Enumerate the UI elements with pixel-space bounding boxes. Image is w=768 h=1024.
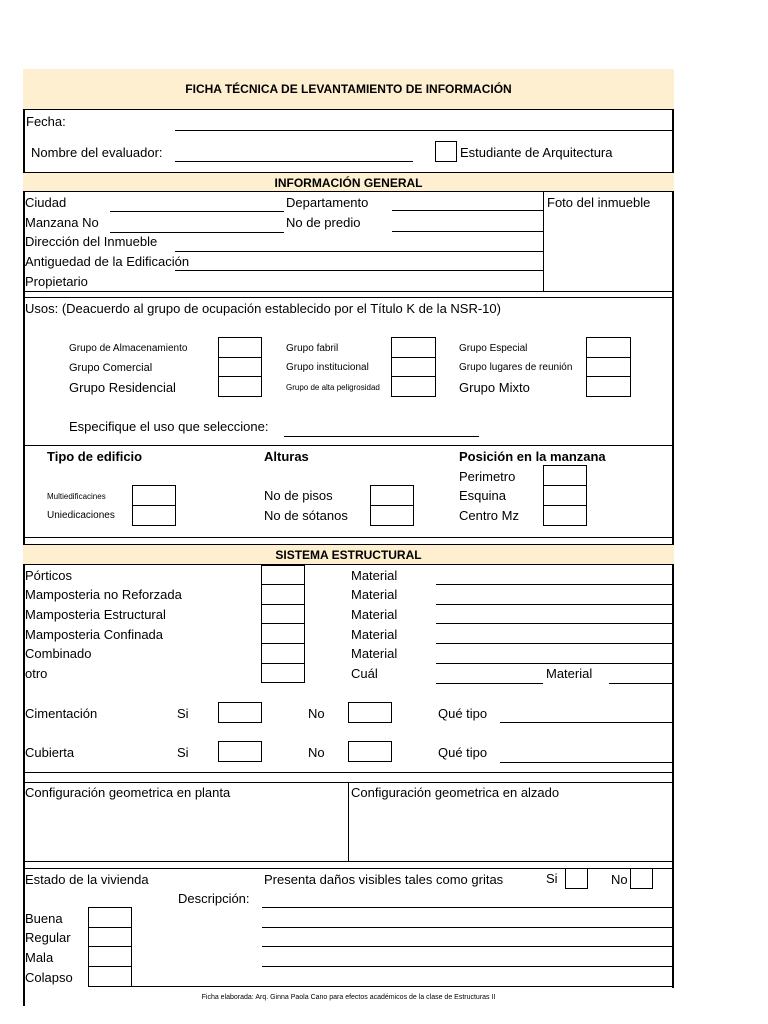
mamposteria-no-reforzada-checkbox[interactable] <box>261 584 305 605</box>
danos-no-label: No <box>611 872 628 887</box>
almacenamiento-checkbox[interactable] <box>218 337 262 358</box>
comercial-label: Grupo Comercial <box>69 362 153 374</box>
material-field-2[interactable] <box>436 604 673 605</box>
config-divider <box>348 782 349 861</box>
departamento-label: Departamento <box>286 195 369 210</box>
propietario-label: Propietario <box>25 274 88 289</box>
uni-checkbox[interactable] <box>132 505 176 526</box>
danos-si-checkbox[interactable] <box>565 868 588 889</box>
especial-checkbox[interactable] <box>586 337 631 358</box>
danos-label: Presenta daños visibles tales como gritas <box>264 872 504 887</box>
mamposteria-no-reforzada-label: Mamposteria no Reforzada <box>25 587 182 602</box>
manzana-field[interactable] <box>110 211 284 212</box>
footer-note: Ficha elaborada: Arq. Ginna Paola Cano para efectos académicos de la clase de Estructuras II <box>201 994 496 1001</box>
alzado-label: Configuración geometrica en alzado <box>351 785 560 800</box>
cimentacion-tipo-field[interactable] <box>500 722 673 723</box>
cual-label: Cuál <box>351 666 378 681</box>
otro-label: otro <box>25 666 48 681</box>
fabril-label: Grupo fabril <box>286 343 339 354</box>
estado-colapso-label: Colapso <box>25 970 73 985</box>
estado-title: Estado de la vivienda <box>25 872 149 887</box>
pisos-label: No de pisos <box>264 488 333 503</box>
posicion-title: Posición en la manzana <box>459 449 606 464</box>
estado-regular-label: Regular <box>25 930 71 945</box>
material-field-1[interactable] <box>436 584 673 585</box>
combinado-checkbox[interactable] <box>261 643 305 664</box>
institucional-checkbox[interactable] <box>391 357 436 377</box>
institucional-label: Grupo institucional <box>286 362 369 373</box>
antiguedad-field[interactable] <box>175 270 544 271</box>
cimentacion-no-label: No <box>308 706 325 721</box>
config-bottom <box>23 861 674 862</box>
fecha-field[interactable] <box>175 130 673 131</box>
porticos-checkbox[interactable] <box>261 565 305 585</box>
material-label-1: Material <box>351 568 398 583</box>
esquina-label: Esquina <box>459 488 506 503</box>
departamento-field[interactable] <box>392 210 544 211</box>
ciudad-label: Ciudad <box>25 195 67 210</box>
otro-checkbox[interactable] <box>261 663 305 683</box>
combinado-label: Combinado <box>25 646 92 661</box>
cubierta-si-checkbox[interactable] <box>218 741 262 762</box>
especial-label: Grupo Especial <box>459 343 528 354</box>
tipo-edificio-title: Tipo de edificio <box>47 449 143 464</box>
cimentacion-si-checkbox[interactable] <box>218 702 262 723</box>
material-field-5[interactable] <box>436 663 673 664</box>
centro-checkbox[interactable] <box>543 505 587 526</box>
material-label-4: Material <box>351 627 398 642</box>
residencial-label: Grupo Residencial <box>69 380 176 395</box>
cubierta-tipo-label: Qué tipo <box>438 745 488 760</box>
manzana-label: Manzana No <box>25 215 99 230</box>
cubierta-si-label: Si <box>177 745 189 760</box>
esquina-checkbox[interactable] <box>543 485 587 506</box>
material-label-2: Material <box>351 587 398 602</box>
cubierta-tipo-field[interactable] <box>500 762 673 763</box>
material-field-4[interactable] <box>436 643 673 644</box>
estado-buena-checkbox[interactable] <box>88 907 132 928</box>
cimentacion-no-checkbox[interactable] <box>348 702 392 723</box>
estado-buena-label: Buena <box>25 911 63 926</box>
planta-label: Configuración geometrica en planta <box>25 785 231 800</box>
direccion-label: Dirección del Inmueble <box>25 234 158 249</box>
mamposteria-confinada-checkbox[interactable] <box>261 623 305 644</box>
mixto-label: Grupo Mixto <box>459 380 530 395</box>
especifique-field[interactable] <box>284 436 479 437</box>
general-divider-2 <box>23 297 674 298</box>
danos-si-label: Si <box>546 871 558 886</box>
alturas-title: Alturas <box>264 449 309 464</box>
descripcion-label: Descripción: <box>178 891 250 906</box>
mixto-checkbox[interactable] <box>586 376 631 397</box>
descripcion-line-2[interactable] <box>262 927 673 928</box>
uni-label: Uniedicaciones <box>47 510 115 521</box>
descripcion-line-1[interactable] <box>262 907 673 908</box>
foto-divider <box>543 192 544 291</box>
predio-label: No de predio <box>286 215 361 230</box>
usos-title: Usos: (Deacuerdo al grupo de ocupación establecido por el Título K de la NSR-10) <box>25 301 501 316</box>
mamposteria-estructural-checkbox[interactable] <box>261 604 305 624</box>
residencial-checkbox[interactable] <box>218 376 262 397</box>
material-field-6[interactable] <box>609 683 673 684</box>
sotanos-label: No de sótanos <box>264 508 348 523</box>
especifique-label: Especifique el uso que seleccione: <box>69 419 269 434</box>
general-divider <box>23 291 674 292</box>
edificio-divider <box>23 537 674 538</box>
multi-checkbox[interactable] <box>132 485 176 506</box>
usos-divider <box>23 445 674 446</box>
mamposteria-confinada-label: Mamposteria Confinada <box>25 627 164 642</box>
form-bottom <box>132 986 674 987</box>
predio-field[interactable] <box>392 231 544 232</box>
estado-colapso-checkbox[interactable] <box>88 966 132 987</box>
cubierta-divider <box>23 772 674 773</box>
cubierta-no-checkbox[interactable] <box>348 741 392 762</box>
cimentacion-tipo-label: Qué tipo <box>438 706 488 721</box>
sotanos-input[interactable] <box>370 505 414 526</box>
antiguedad-label: Antiguedad de la Edificación <box>25 254 190 269</box>
estado-regular-checkbox[interactable] <box>88 927 132 947</box>
evaluador-field[interactable] <box>175 161 413 162</box>
direccion-field[interactable] <box>175 251 544 252</box>
centro-label: Centro Mz <box>459 508 519 523</box>
almacenamiento-label: Grupo de Almacenamiento <box>69 343 188 354</box>
manzana-underline <box>110 232 284 233</box>
cimentacion-si-label: Si <box>177 706 189 721</box>
foto-label: Foto del inmueble <box>547 195 651 210</box>
material-label-6: Material <box>546 666 593 681</box>
material-field-3[interactable] <box>436 623 673 624</box>
alta-peligrosidad-checkbox[interactable] <box>391 376 436 397</box>
page-title: FICHA TÉCNICA DE LEVANTAMIENTO DE INFORMACIÓN <box>185 82 512 96</box>
descripcion-line-3[interactable] <box>262 946 673 947</box>
estado-mala-label: Mala <box>25 950 54 965</box>
multi-label: Multiedificacines <box>47 492 106 501</box>
material-label-3: Material <box>351 607 398 622</box>
estructural-title: SISTEMA ESTRUCTURAL <box>275 548 422 562</box>
fecha-label: Fecha: <box>26 114 66 129</box>
cubierta-label: Cubierta <box>25 745 75 760</box>
reunion-checkbox[interactable] <box>586 357 631 377</box>
descripcion-line-4[interactable] <box>262 966 673 967</box>
pisos-input[interactable] <box>370 485 414 506</box>
mamposteria-estructural-label: Mamposteria Estructural <box>25 607 166 622</box>
reunion-label: Grupo lugares de reunión <box>459 362 573 373</box>
cubierta-no-label: No <box>308 745 325 760</box>
general-title: INFORMACIÓN GENERAL <box>274 176 423 190</box>
danos-no-checkbox[interactable] <box>630 868 653 889</box>
porticos-label: Pórticos <box>25 568 72 583</box>
perimetro-checkbox[interactable] <box>543 465 587 486</box>
evaluador-label: Nombre del evaluador: <box>31 145 163 160</box>
material-label-5: Material <box>351 646 398 661</box>
cimentacion-label: Cimentación <box>25 706 98 721</box>
alta-peligrosidad-label: Grupo de alta peligrosidad <box>286 383 380 392</box>
comercial-checkbox[interactable] <box>218 357 262 377</box>
cual-field[interactable] <box>436 683 543 684</box>
estudiante-checkbox[interactable] <box>435 141 457 162</box>
estado-mala-checkbox[interactable] <box>88 946 132 967</box>
perimetro-label: Perimetro <box>459 469 516 484</box>
estudiante-label: Estudiante de Arquitectura <box>460 145 613 160</box>
fabril-checkbox[interactable] <box>391 337 436 358</box>
